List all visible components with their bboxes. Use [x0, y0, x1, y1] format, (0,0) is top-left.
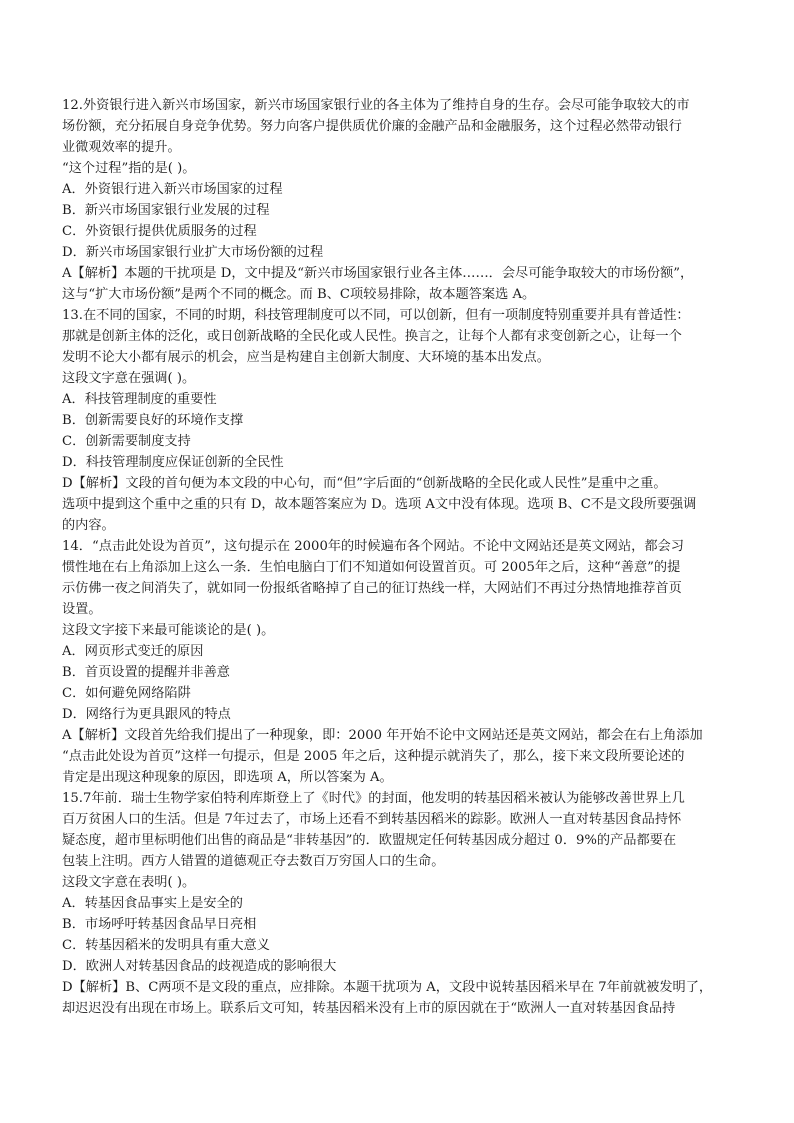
- question-stem-line: 13.在不同的国家，不同的时期，科技管理制度可以不同，可以创新，但有一项制度特别重要并具有普适性：: [62, 308, 690, 323]
- question-prompt: 这段文字意在表明( )。: [62, 875, 196, 890]
- answer-option: D．网络行为更具跟风的特点: [62, 707, 231, 722]
- answer-option: C．如何避免网络陷阱: [62, 686, 191, 701]
- answer-option: A．科技管理制度的重要性: [62, 392, 217, 407]
- answer-option: C．创新需要制度支持: [62, 434, 191, 449]
- question-stem-line: 12.外资银行进入新兴市场国家，新兴市场国家银行业的各主体为了维持自身的生存。会尽可能争取较大的市: [62, 98, 690, 113]
- answer-option: B．首页设置的提醒并非善意: [62, 665, 230, 680]
- answer-analysis-line: D【解析】文段的首句便为本文段的中心句，而“但”字后面的“创新战略的全民化或人民性”是重中之重。: [62, 476, 667, 491]
- answer-option: D．科技管理制度应保证创新的全民性: [62, 455, 284, 470]
- answer-analysis-line: A【解析】本题的干扰项是 D，文中提及“新兴市场国家银行业各主体……．会尽可能争取较大的市场份额”，: [62, 266, 694, 281]
- answer-analysis-line: D【解析】B、C两项不是文段的重点，应排除。本题干扰项为 A，文段中说转基因稻米早在 7年前就被发明了，: [62, 980, 713, 995]
- question-stem-line: 惯性地在右上角添加上这么一条．生怕电脑白丁们不知道如何设置首页。可 2005年之后，这种“善意”的提: [62, 560, 681, 575]
- question-prompt: 这段文字接下来最可能谈论的是( )。: [62, 623, 275, 638]
- answer-analysis-line: A【解析】文段首先给我们提出了一种现象，即：2000 年开始不论中文网站还是英文网站，都会在右上角添加: [62, 728, 703, 743]
- question-block: [62, 95, 738, 305]
- question-stem-line: 业微观效率的提升。: [62, 140, 181, 155]
- answer-analysis-line: 却迟迟没有出现在市场上。联系后文可知，转基因稻米没有上市的原因就在于“欧洲人一直对转基因食品持: [62, 1001, 676, 1016]
- question-stem-line: 示仿佛一夜之间消失了，就如同一份报纸省略掉了自己的征订热线一样，大网站们不再过分热情地推荐首页: [62, 581, 682, 596]
- question-block: [62, 305, 738, 536]
- answer-option: A．外资银行进入新兴市场国家的过程: [62, 182, 283, 197]
- answer-option: D．新兴市场国家银行业扩大市场份额的过程: [62, 245, 324, 260]
- question-prompt: 这段文字意在强调( )。: [62, 371, 196, 386]
- answer-option: A．网页形式变迁的原因: [62, 644, 204, 659]
- question-stem-line: 设置。: [62, 602, 102, 617]
- question-stem-line: 场份额，充分拓展自身竞争优势。努力向客户提供质优价廉的金融产品和金融服务，这个过程必然带动银行: [62, 119, 682, 134]
- answer-option: C．转基因稻米的发明具有重大意义: [62, 938, 270, 953]
- question-stem-line: 那就是创新主体的泛化，或日创新战略的全民化或人民性。换言之，让每个人都有求变创新之心，让每一个: [62, 329, 682, 344]
- question-stem-line: 14．“点击此处设为首页”，这句提示在 2000年的时候遍布各个网站。不论中文网站还是英文网站，都会习: [62, 539, 684, 554]
- question-stem-line: 百万贫困人口的生活。但是 7年过去了，市场上还看不到转基因稻米的踪影。欧洲人一直对转基因食品持怀: [62, 812, 682, 827]
- question-stem-line: 15.7年前．瑞士生物学家伯特利库斯登上了《时代》的封面，他发明的转基因稻米被认为能够改善世界上几: [62, 791, 685, 806]
- answer-analysis-line: 这与“扩大市场份额”是两个不同的概念。而 B、C项较易排除，故本题答案选 A。: [62, 287, 536, 302]
- answer-option: B．创新需要良好的环境作支撑: [62, 413, 244, 428]
- answer-analysis-line: 的内容。: [62, 518, 115, 533]
- question-stem-line: 发明不论大小都有展示的机会，应当是构建自主创新大制度、大环境的基本出发点。: [62, 350, 550, 365]
- answer-analysis-line: “点击此处设为首页”这样一句提示，但是 2005 年之后，这种提示就消失了，那么，接下来文段所要论述的: [62, 749, 685, 764]
- answer-analysis-line: 选项中提到这个重中之重的只有 D，故本题答案应为 D。选项 A文中没有体现。选项 B、C不是文段所要强调: [62, 497, 697, 512]
- document-page: [62, 95, 738, 1019]
- answer-option: B．市场呼吁转基因食品早日亮相: [62, 917, 257, 932]
- answer-option: B．新兴市场国家银行业发展的过程: [62, 203, 270, 218]
- question-stem-line: 疑态度，超市里标明他们出售的商品是“非转基因”的．欧盟规定任何转基因成分超过 0．9%的产品都要在: [62, 833, 677, 848]
- answer-analysis-line: 肯定是出现这种现象的原因，即选项 A，所以答案为 A。: [62, 770, 393, 785]
- answer-option: D．欧洲人对转基因食品的歧视造成的影响很大: [62, 959, 337, 974]
- question-block: [62, 536, 738, 788]
- answer-option: A．转基因食品事实上是安全的: [62, 896, 243, 911]
- question-prompt: “这个过程”指的是( )。: [62, 161, 196, 176]
- question-stem-line: 包装上注明。西方人错置的道德观正夺去数百万穷国人口的生命。: [62, 854, 445, 869]
- answer-option: C．外资银行提供优质服务的过程: [62, 224, 257, 239]
- question-block: [62, 788, 738, 1019]
